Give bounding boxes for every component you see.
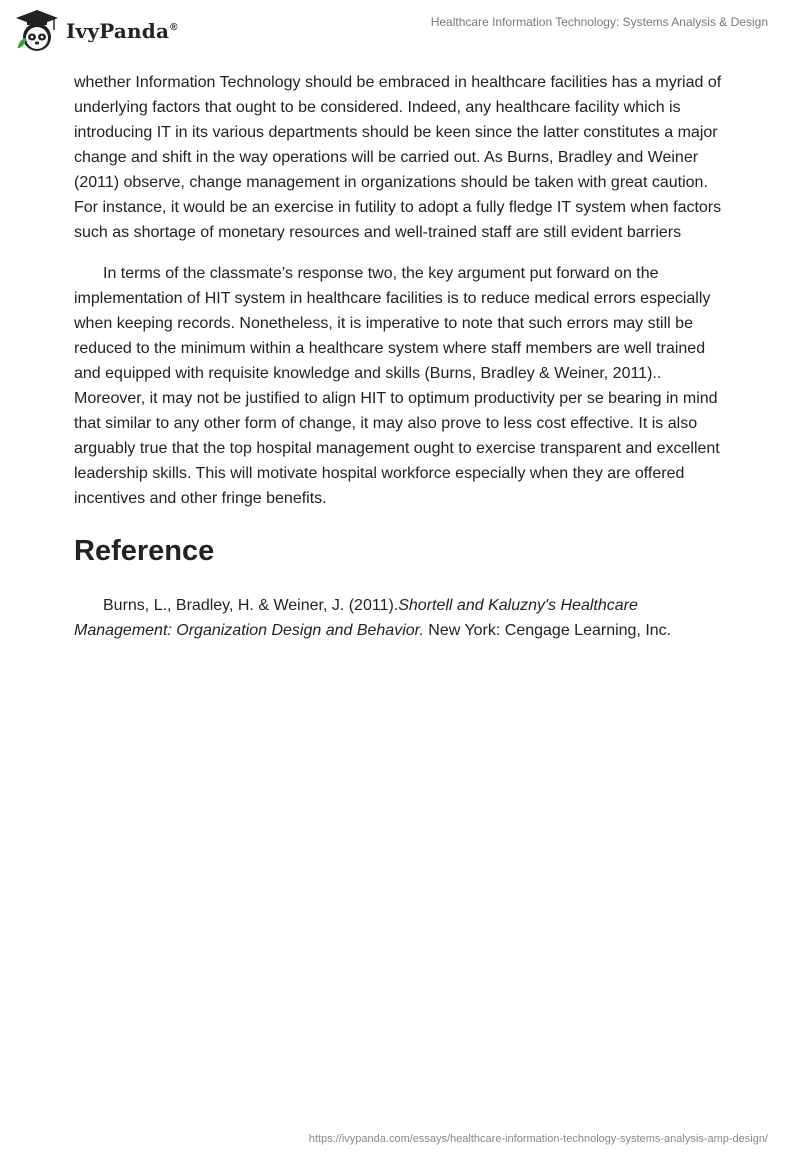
source-url[interactable]: https://ivypanda.com/essays/healthcare-information-technology-systems-analysis-amp-design/ — [308, 1133, 768, 1145]
running-title: Healthcare Information Technology: Systems Analysis & Design — [430, 15, 768, 29]
reference-authors: Burns, L., Bradley, H. & Weiner, J. (2011). — [103, 597, 399, 614]
reference-title: Shortell and Kaluzny's Healthcare Management: Organization Design and Behavior. — [74, 597, 638, 639]
panda-graduate-icon — [14, 8, 60, 54]
brand-name: IvyPanda® — [66, 19, 178, 43]
essay-content — [74, 70, 728, 643]
page-header — [0, 0, 800, 64]
registered-mark: ® — [170, 22, 178, 34]
ivypanda-logo[interactable] — [14, 8, 178, 54]
reference-entry — [74, 593, 728, 643]
reference-publisher: New York: Cengage Learning, Inc. — [423, 622, 672, 639]
body-paragraph-2: In terms of the classmate’s response two, the key argument put forward on the implementation of HIT system in healthcare facilities is to reduce medical errors especially when keeping records. Nonetheless, it is imperative to note that such errors may still be reduced to the minimum within a healthcare system where staff members are well trained and equipped with requisite knowledge and skills (Burns, Bradley & Weiner, 2011).. Moreover, it may not be justified to align HIT to optimum productivity per se bearing in mind that similar to any other form of change, it may also prove to less cost effective. It is also arguably true that the top hospital management ought to exercise transparent and excellent leadership skills. This will motivate hospital workforce especially when they are offered incentives and other fringe benefits. — [74, 265, 720, 507]
reference-heading: Reference — [74, 535, 215, 567]
body-paragraph-1: whether Information Technology should be embraced in healthcare facilities has a myriad of underlying factors that ought to be considered. Indeed, any healthcare facility which is introducing IT in its various departments should be keen since the latter constitutes a major change and shift in the way operations will be carried out. As Burns, Bradley and Weiner (2011) observe, change management in organizations should be taken with great caution. For instance, it would be an exercise in futility to adopt a fully fledge IT system when factors such as shortage of monetary resources and well-trained staff are still evident barriers — [74, 74, 722, 241]
